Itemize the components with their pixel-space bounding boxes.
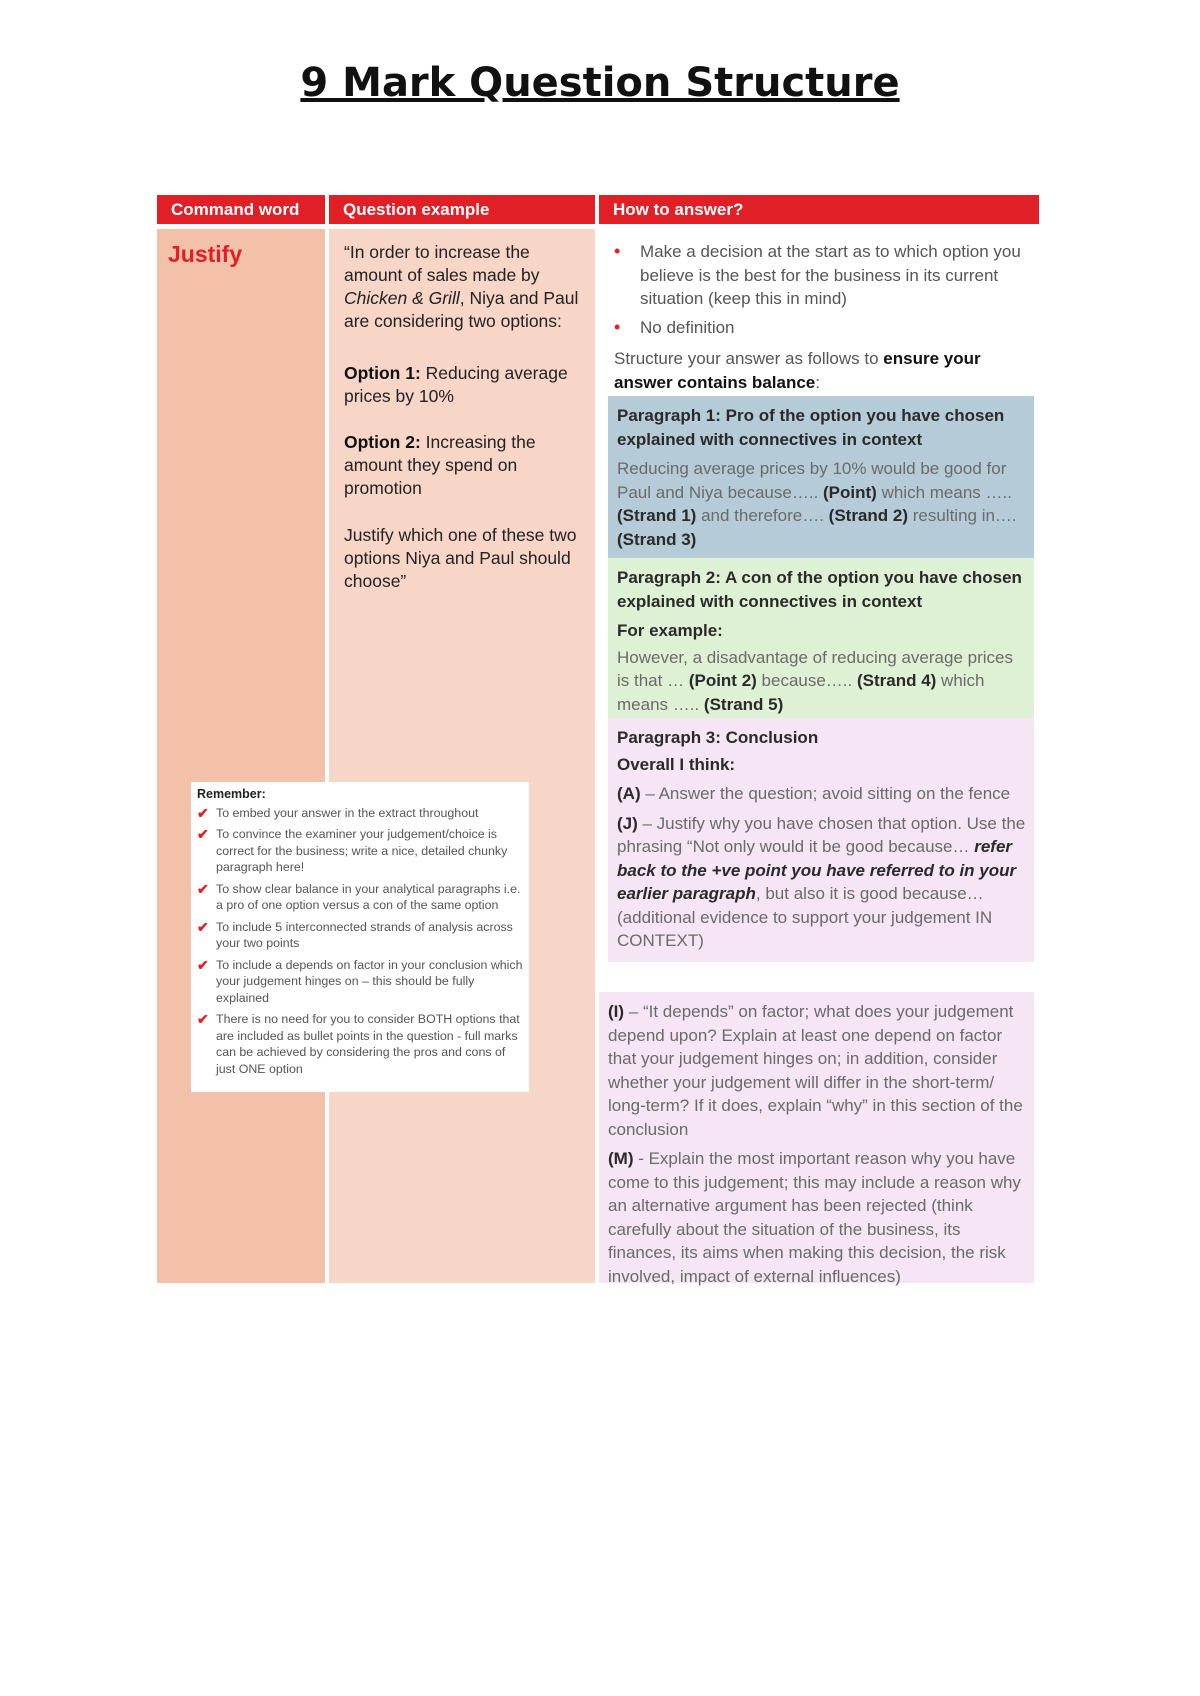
list-item: • No definition	[612, 316, 1022, 340]
remember-title: Remember:	[197, 787, 266, 801]
paragraph-2-body: However, a disadvantage of reducing average prices is that … (Point 2) because….. (Strand 4) which means ….. (Strand 5)	[617, 647, 1013, 714]
list-item: ✔ To include 5 interconnected strands of analysis across your two points	[197, 918, 513, 950]
check-icon: ✔	[197, 956, 209, 973]
paragraph-3-title: Paragraph 3: Conclusion	[617, 728, 819, 747]
option-1: Option 1: Reducing average prices by 10%	[344, 363, 568, 406]
command-word-column	[157, 229, 325, 1283]
page-title: 9 Mark Question Structure	[300, 60, 900, 106]
paragraph-2-title: Paragraph 2: A con of the option you have chosen explained with connectives in context	[617, 568, 1022, 611]
structure-instruction: Structure your answer as follows to ensure your answer contains balance:	[614, 349, 981, 392]
list-item: ✔ To convince the examiner your judgement/choice is correct for the business; write a nice, detailed chunky paragraph here!	[197, 826, 508, 874]
paragraph-2-box	[608, 558, 1034, 718]
option-2: Option 2: Increasing the amount they spend on promotion	[344, 432, 536, 498]
conclusion-m: (M) - Explain the most important reason why you have come to this judgement; this may include a reason why an alternative argument has been rejected (think carefully about the situation of the business, its finances, its aims when making this decision, the risk involved, impact of external influences)	[608, 1149, 1021, 1286]
check-icon: ✔	[197, 918, 209, 935]
list-item: ✔ To show clear balance in your analytical paragraphs i.e. a pro of one option versus a con of the same option	[197, 880, 521, 912]
check-icon: ✔	[197, 826, 209, 842]
conclusion-continued-box	[599, 992, 1034, 1286]
header-question-example: Question example	[329, 195, 595, 224]
question-intro: “In order to increase the amount of sales made by Chicken & Grill, Niya and Paul are considering two options:	[344, 242, 579, 331]
paragraph-3-j: (J) – Justify why you have chosen that option. Use the phrasing “Not only would it be good because… refer back to the +ve point you have referred to in your earlier paragraph, but also it is good because… (additional evidence to support your judgement IN CONTEXT)	[617, 813, 1026, 950]
paragraph-2-example-label: For example:	[617, 621, 723, 640]
check-icon: ✔	[197, 880, 209, 897]
check-icon: ✔	[197, 804, 209, 821]
header-how-to-answer: How to answer?	[599, 195, 1039, 224]
remember-box	[191, 782, 529, 1092]
list-item: ✔ To include a depends on factor in your conclusion which your judgement hinges on – this should be fully explained	[197, 956, 523, 1005]
business-name: Chicken & Grill	[344, 288, 460, 308]
paragraph-3-a: (A) – Answer the question; avoid sitting on the fence	[617, 784, 1011, 803]
conclusion-i: (I) – “It depends” on factor; what does your judgement depend upon? Explain at least one depend on factor that your judgement hinges on; in addition, consider whether your judgement will differ in the short-term/ long-term? If it does, explain “why” in this section of the conclusion	[608, 1002, 1023, 1139]
paragraph-1-box	[608, 396, 1034, 558]
paragraph-1-title: Paragraph 1: Pro of the option you have chosen explained with connectives in context	[617, 406, 1005, 449]
list-item: ✔ There is no need for you to consider BOTH options that are included as bullet points in the question - full marks can be achieved by considering the pros and cons of just ONE option	[197, 1011, 520, 1076]
answer-bullets	[612, 240, 1022, 344]
list-item: • Make a decision at the start as to which option you believe is the best for the business in its current situation (keep this in mind)	[612, 240, 1022, 311]
check-icon: ✔	[197, 1011, 209, 1027]
paragraph-1-body: Reducing average prices by 10% would be good for Paul and Niya because….. (Point) which means ….. (Strand 1) and therefore…. (Strand 2) resulting in…. (Strand 3)	[617, 459, 1017, 549]
list-item: ✔ To embed your answer in the extract throughout	[197, 804, 479, 821]
command-word-justify: Justify	[168, 241, 243, 267]
question-closing: Justify which one of these two options Niya and Paul should choose”	[344, 525, 577, 591]
paragraph-3-sub: Overall I think:	[617, 754, 736, 774]
paragraph-3-box	[608, 718, 1034, 962]
header-command-word: Command word	[157, 195, 325, 224]
